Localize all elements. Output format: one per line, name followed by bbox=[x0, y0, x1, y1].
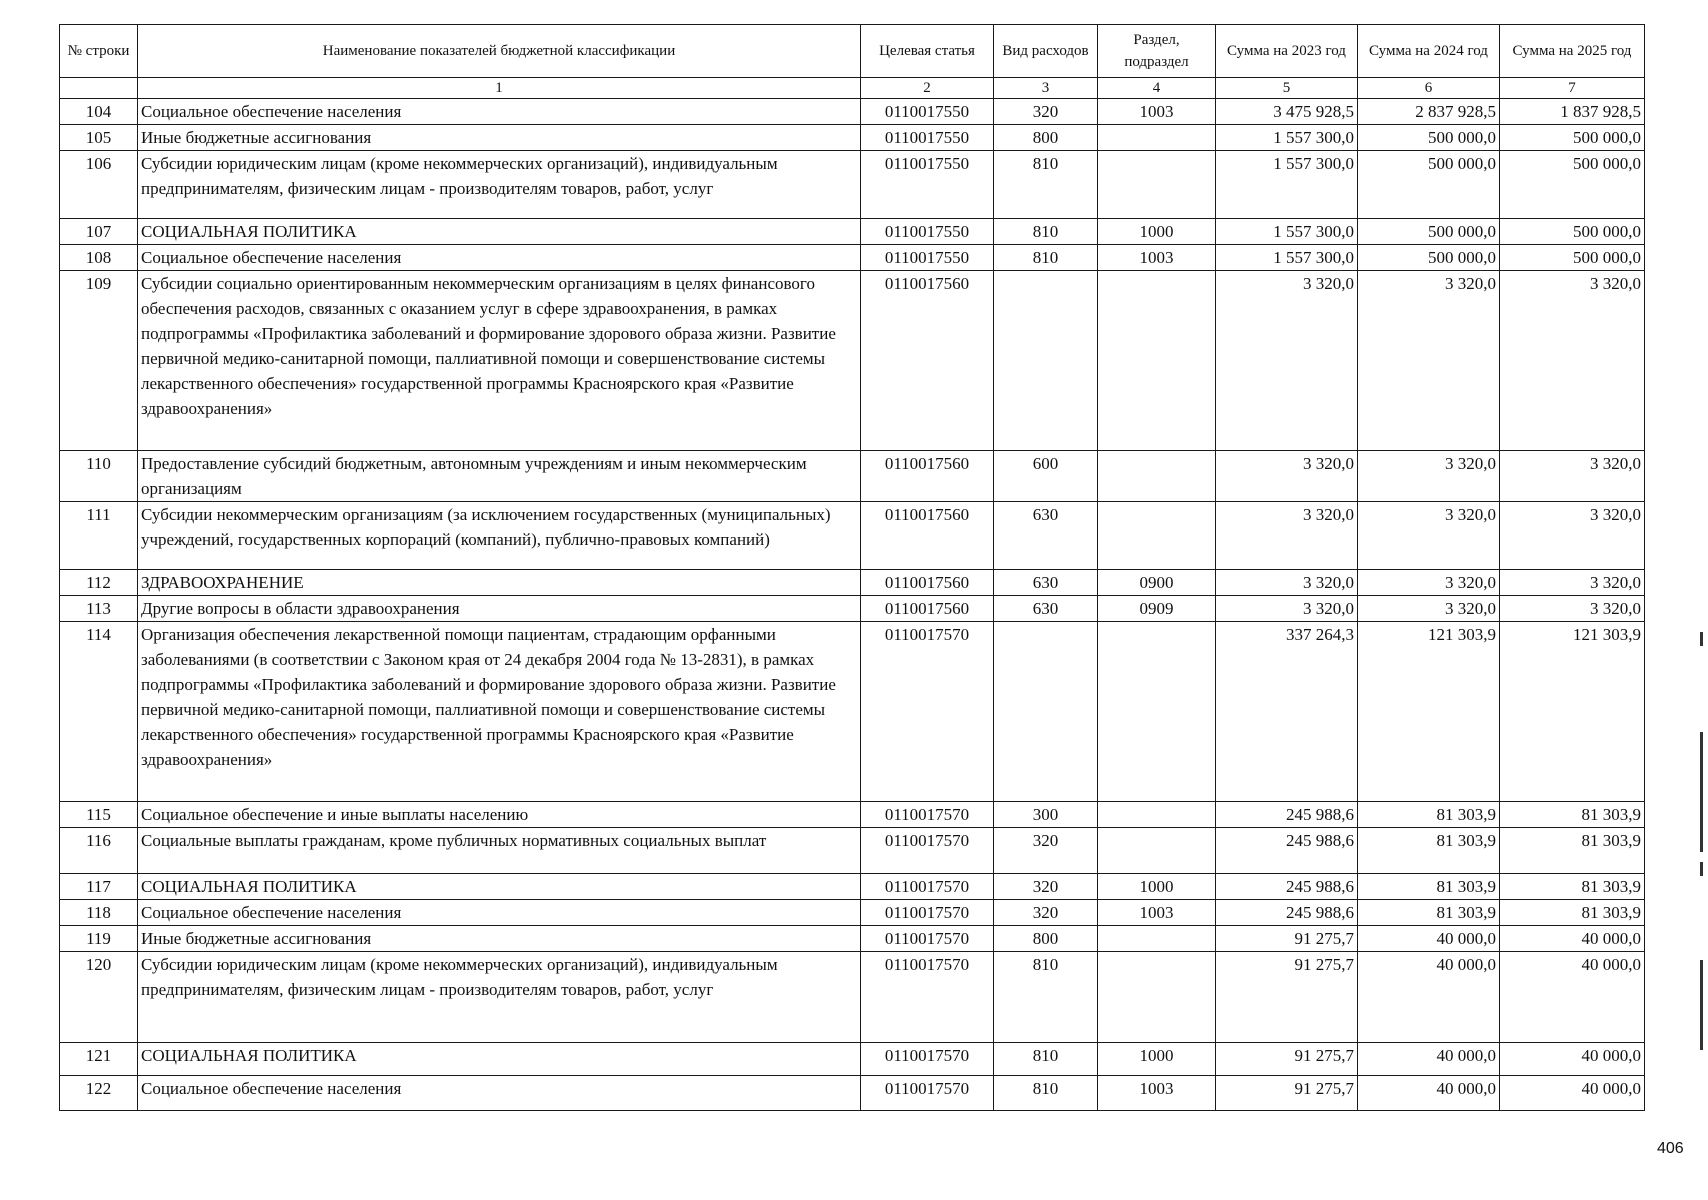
row-section bbox=[1098, 622, 1216, 802]
row-section: 0900 bbox=[1098, 570, 1216, 596]
row-sum-2025: 500 000,0 bbox=[1500, 219, 1645, 245]
row-sum-2024: 81 303,9 bbox=[1358, 828, 1500, 874]
column-number: 1 bbox=[138, 78, 861, 99]
row-sum-2023: 3 320,0 bbox=[1216, 596, 1358, 622]
row-number: 120 bbox=[60, 952, 138, 1043]
row-number: 115 bbox=[60, 802, 138, 828]
column-number: 6 bbox=[1358, 78, 1500, 99]
row-sum-2025: 121 303,9 bbox=[1500, 622, 1645, 802]
row-sum-2025: 1 837 928,5 bbox=[1500, 99, 1645, 125]
row-sum-2024: 500 000,0 bbox=[1358, 151, 1500, 219]
table-row bbox=[60, 828, 1645, 874]
row-number: 116 bbox=[60, 828, 138, 874]
row-target-article: 0110017560 bbox=[861, 271, 994, 451]
row-number: 118 bbox=[60, 900, 138, 926]
row-expense-type bbox=[994, 271, 1098, 451]
row-name: Социальное обеспечение населения bbox=[138, 1076, 861, 1111]
header-vid: Вид расходов bbox=[994, 25, 1098, 78]
table-row bbox=[60, 570, 1645, 596]
row-sum-2024: 81 303,9 bbox=[1358, 900, 1500, 926]
row-sum-2024: 81 303,9 bbox=[1358, 874, 1500, 900]
row-section bbox=[1098, 151, 1216, 219]
row-expense-type: 630 bbox=[994, 570, 1098, 596]
table-row bbox=[60, 622, 1645, 802]
row-sum-2023: 3 320,0 bbox=[1216, 271, 1358, 451]
row-number: 106 bbox=[60, 151, 138, 219]
row-sum-2025: 3 320,0 bbox=[1500, 502, 1645, 570]
row-section bbox=[1098, 451, 1216, 502]
table-row bbox=[60, 596, 1645, 622]
row-target-article: 0110017570 bbox=[861, 1076, 994, 1111]
row-sum-2023: 245 988,6 bbox=[1216, 802, 1358, 828]
row-sum-2024: 81 303,9 bbox=[1358, 802, 1500, 828]
header-row bbox=[60, 25, 1645, 78]
column-number-blank bbox=[60, 78, 138, 99]
row-sum-2024: 500 000,0 bbox=[1358, 125, 1500, 151]
row-section bbox=[1098, 802, 1216, 828]
row-section: 1003 bbox=[1098, 245, 1216, 271]
row-target-article: 0110017570 bbox=[861, 926, 994, 952]
row-sum-2023: 1 557 300,0 bbox=[1216, 219, 1358, 245]
row-target-article: 0110017560 bbox=[861, 502, 994, 570]
row-sum-2024: 3 320,0 bbox=[1358, 570, 1500, 596]
row-sum-2024: 3 320,0 bbox=[1358, 596, 1500, 622]
row-number: 105 bbox=[60, 125, 138, 151]
header-razdel: Раздел, подраздел bbox=[1098, 25, 1216, 78]
row-target-article: 0110017570 bbox=[861, 952, 994, 1043]
row-expense-type bbox=[994, 622, 1098, 802]
row-expense-type: 800 bbox=[994, 125, 1098, 151]
row-sum-2024: 3 320,0 bbox=[1358, 271, 1500, 451]
row-target-article: 0110017570 bbox=[861, 1043, 994, 1076]
row-sum-2024: 40 000,0 bbox=[1358, 1043, 1500, 1076]
row-expense-type: 320 bbox=[994, 900, 1098, 926]
row-name: СОЦИАЛЬНАЯ ПОЛИТИКА bbox=[138, 874, 861, 900]
table-row bbox=[60, 271, 1645, 451]
row-number: 107 bbox=[60, 219, 138, 245]
row-sum-2024: 40 000,0 bbox=[1358, 952, 1500, 1043]
row-number: 109 bbox=[60, 271, 138, 451]
budget-table bbox=[59, 24, 1645, 1111]
row-sum-2023: 245 988,6 bbox=[1216, 900, 1358, 926]
row-number: 119 bbox=[60, 926, 138, 952]
row-sum-2023: 3 320,0 bbox=[1216, 451, 1358, 502]
row-sum-2025: 3 320,0 bbox=[1500, 271, 1645, 451]
table-row bbox=[60, 900, 1645, 926]
row-sum-2025: 81 303,9 bbox=[1500, 874, 1645, 900]
table-header bbox=[60, 25, 1645, 99]
row-number: 121 bbox=[60, 1043, 138, 1076]
row-sum-2023: 1 557 300,0 bbox=[1216, 245, 1358, 271]
row-sum-2023: 91 275,7 bbox=[1216, 926, 1358, 952]
table-row bbox=[60, 151, 1645, 219]
row-expense-type: 810 bbox=[994, 151, 1098, 219]
row-sum-2025: 3 320,0 bbox=[1500, 596, 1645, 622]
column-number: 3 bbox=[994, 78, 1098, 99]
row-section: 1003 bbox=[1098, 1076, 1216, 1111]
row-sum-2025: 500 000,0 bbox=[1500, 125, 1645, 151]
row-number: 117 bbox=[60, 874, 138, 900]
row-sum-2023: 245 988,6 bbox=[1216, 874, 1358, 900]
row-target-article: 0110017570 bbox=[861, 874, 994, 900]
row-sum-2025: 500 000,0 bbox=[1500, 245, 1645, 271]
row-sum-2024: 40 000,0 bbox=[1358, 1076, 1500, 1111]
table-row bbox=[60, 219, 1645, 245]
row-section bbox=[1098, 125, 1216, 151]
row-number: 113 bbox=[60, 596, 138, 622]
table-row bbox=[60, 926, 1645, 952]
row-sum-2025: 3 320,0 bbox=[1500, 570, 1645, 596]
column-number-row bbox=[60, 78, 1645, 99]
row-sum-2025: 40 000,0 bbox=[1500, 952, 1645, 1043]
scan-edge-mark bbox=[1700, 960, 1703, 1050]
row-target-article: 0110017560 bbox=[861, 596, 994, 622]
row-expense-type: 320 bbox=[994, 828, 1098, 874]
row-section: 1003 bbox=[1098, 99, 1216, 125]
row-target-article: 0110017550 bbox=[861, 219, 994, 245]
page-number: 406 bbox=[1657, 1140, 1684, 1157]
row-target-article: 0110017550 bbox=[861, 125, 994, 151]
row-section: 1000 bbox=[1098, 874, 1216, 900]
row-sum-2023: 91 275,7 bbox=[1216, 1076, 1358, 1111]
table-row bbox=[60, 451, 1645, 502]
row-section bbox=[1098, 502, 1216, 570]
row-name: СОЦИАЛЬНАЯ ПОЛИТИКА bbox=[138, 1043, 861, 1076]
row-section: 1000 bbox=[1098, 219, 1216, 245]
scan-edge-mark bbox=[1700, 632, 1703, 646]
table-row bbox=[60, 502, 1645, 570]
row-name: Социальное обеспечение и иные выплаты населению bbox=[138, 802, 861, 828]
row-sum-2023: 1 557 300,0 bbox=[1216, 125, 1358, 151]
row-name: Субсидии некоммерческим организациям (за исключением государственных (муниципальных) учреждений, государственных корпораций (компаний), публично-правовых компаний) bbox=[138, 502, 861, 570]
column-number: 7 bbox=[1500, 78, 1645, 99]
header-code: Целевая статья bbox=[861, 25, 994, 78]
row-target-article: 0110017560 bbox=[861, 570, 994, 596]
row-target-article: 0110017560 bbox=[861, 451, 994, 502]
row-name: СОЦИАЛЬНАЯ ПОЛИТИКА bbox=[138, 219, 861, 245]
row-sum-2024: 40 000,0 bbox=[1358, 926, 1500, 952]
row-expense-type: 600 bbox=[994, 451, 1098, 502]
row-sum-2023: 1 557 300,0 bbox=[1216, 151, 1358, 219]
row-expense-type: 800 bbox=[994, 926, 1098, 952]
column-number: 2 bbox=[861, 78, 994, 99]
table-row bbox=[60, 1076, 1645, 1111]
row-expense-type: 630 bbox=[994, 596, 1098, 622]
row-sum-2025: 40 000,0 bbox=[1500, 1043, 1645, 1076]
row-section bbox=[1098, 271, 1216, 451]
row-name: Субсидии юридическим лицам (кроме некоммерческих организаций), индивидуальным предпринимателям, физическим лицам - производителям товаров, работ, услуг bbox=[138, 952, 861, 1043]
row-sum-2023: 3 475 928,5 bbox=[1216, 99, 1358, 125]
row-number: 110 bbox=[60, 451, 138, 502]
row-name: Иные бюджетные ассигнования bbox=[138, 125, 861, 151]
row-sum-2025: 40 000,0 bbox=[1500, 926, 1645, 952]
row-name: Иные бюджетные ассигнования bbox=[138, 926, 861, 952]
row-section bbox=[1098, 952, 1216, 1043]
row-name: Другие вопросы в области здравоохранения bbox=[138, 596, 861, 622]
column-number: 5 bbox=[1216, 78, 1358, 99]
row-name: Социальное обеспечение населения bbox=[138, 900, 861, 926]
row-expense-type: 320 bbox=[994, 99, 1098, 125]
row-expense-type: 300 bbox=[994, 802, 1098, 828]
row-sum-2024: 500 000,0 bbox=[1358, 245, 1500, 271]
header-sum-2025: Сумма на 2025 год bbox=[1500, 25, 1645, 78]
row-sum-2024: 500 000,0 bbox=[1358, 219, 1500, 245]
row-sum-2025: 81 303,9 bbox=[1500, 802, 1645, 828]
row-sum-2025: 40 000,0 bbox=[1500, 1076, 1645, 1111]
row-sum-2023: 3 320,0 bbox=[1216, 570, 1358, 596]
row-sum-2025: 81 303,9 bbox=[1500, 828, 1645, 874]
row-target-article: 0110017570 bbox=[861, 900, 994, 926]
row-section bbox=[1098, 926, 1216, 952]
row-target-article: 0110017570 bbox=[861, 802, 994, 828]
row-target-article: 0110017570 bbox=[861, 622, 994, 802]
row-sum-2024: 3 320,0 bbox=[1358, 451, 1500, 502]
row-number: 122 bbox=[60, 1076, 138, 1111]
scan-edge-mark bbox=[1700, 862, 1703, 876]
table-row bbox=[60, 125, 1645, 151]
row-expense-type: 810 bbox=[994, 1043, 1098, 1076]
row-number: 111 bbox=[60, 502, 138, 570]
row-expense-type: 810 bbox=[994, 245, 1098, 271]
row-number: 114 bbox=[60, 622, 138, 802]
row-sum-2023: 91 275,7 bbox=[1216, 952, 1358, 1043]
row-name: Субсидии социально ориентированным некоммерческим организациям в целях финансового обеспечения расходов, связанных с оказанием услуг в сфере здравоохранения, в рамках подпрограммы «Профилактика заболеваний и формирование здорового образа жизни. Развитие первичной медико-санитарной помощи, паллиативной помощи и совершенствование системы лекарственного обеспечения» государственной программы Красноярского края «Развитие здравоохранения» bbox=[138, 271, 861, 451]
scan-edge-mark bbox=[1700, 732, 1703, 852]
row-section: 0909 bbox=[1098, 596, 1216, 622]
row-sum-2024: 2 837 928,5 bbox=[1358, 99, 1500, 125]
row-name: ЗДРАВООХРАНЕНИЕ bbox=[138, 570, 861, 596]
row-sum-2025: 500 000,0 bbox=[1500, 151, 1645, 219]
table-row bbox=[60, 952, 1645, 1043]
row-sum-2023: 337 264,3 bbox=[1216, 622, 1358, 802]
header-sum-2023: Сумма на 2023 год bbox=[1216, 25, 1358, 78]
row-sum-2025: 3 320,0 bbox=[1500, 451, 1645, 502]
row-name: Организация обеспечения лекарственной помощи пациентам, страдающим орфанными заболеваниями (в соответствии с Законом края от 24 декабря 2004 года № 13-2831), в рамках подпрограммы «Профилактика заболеваний и формирование здорового образа жизни. Развитие первичной медико-санитарной помощи, паллиативной помощи и совершенствование системы лекарственного обеспечения» государственной программы Красноярского края «Развитие здравоохранения» bbox=[138, 622, 861, 802]
row-number: 108 bbox=[60, 245, 138, 271]
row-expense-type: 810 bbox=[994, 219, 1098, 245]
table-row bbox=[60, 245, 1645, 271]
header-sum-2024: Сумма на 2024 год bbox=[1358, 25, 1500, 78]
row-sum-2025: 81 303,9 bbox=[1500, 900, 1645, 926]
row-expense-type: 320 bbox=[994, 874, 1098, 900]
table-row bbox=[60, 1043, 1645, 1076]
row-number: 112 bbox=[60, 570, 138, 596]
column-number: 4 bbox=[1098, 78, 1216, 99]
row-target-article: 0110017550 bbox=[861, 99, 994, 125]
row-target-article: 0110017570 bbox=[861, 828, 994, 874]
header-row-no: № строки bbox=[60, 25, 138, 78]
row-section bbox=[1098, 828, 1216, 874]
row-name: Социальное обеспечение населения bbox=[138, 245, 861, 271]
row-name: Социальное обеспечение населения bbox=[138, 99, 861, 125]
row-target-article: 0110017550 bbox=[861, 245, 994, 271]
table-row bbox=[60, 802, 1645, 828]
row-expense-type: 810 bbox=[994, 952, 1098, 1043]
row-sum-2024: 3 320,0 bbox=[1358, 502, 1500, 570]
table-row bbox=[60, 99, 1645, 125]
row-name: Социальные выплаты гражданам, кроме публичных нормативных социальных выплат bbox=[138, 828, 861, 874]
row-sum-2023: 91 275,7 bbox=[1216, 1043, 1358, 1076]
row-target-article: 0110017550 bbox=[861, 151, 994, 219]
header-name: Наименование показателей бюджетной классификации bbox=[138, 25, 861, 78]
row-sum-2023: 3 320,0 bbox=[1216, 502, 1358, 570]
table-row bbox=[60, 874, 1645, 900]
row-section: 1003 bbox=[1098, 900, 1216, 926]
row-expense-type: 810 bbox=[994, 1076, 1098, 1111]
row-number: 104 bbox=[60, 99, 138, 125]
table-body bbox=[60, 99, 1645, 1111]
row-section: 1000 bbox=[1098, 1043, 1216, 1076]
row-name: Субсидии юридическим лицам (кроме некоммерческих организаций), индивидуальным предпринимателям, физическим лицам - производителям товаров, работ, услуг bbox=[138, 151, 861, 219]
row-sum-2024: 121 303,9 bbox=[1358, 622, 1500, 802]
row-expense-type: 630 bbox=[994, 502, 1098, 570]
row-name: Предоставление субсидий бюджетным, автономным учреждениям и иным некоммерческим организациям bbox=[138, 451, 861, 502]
row-sum-2023: 245 988,6 bbox=[1216, 828, 1358, 874]
